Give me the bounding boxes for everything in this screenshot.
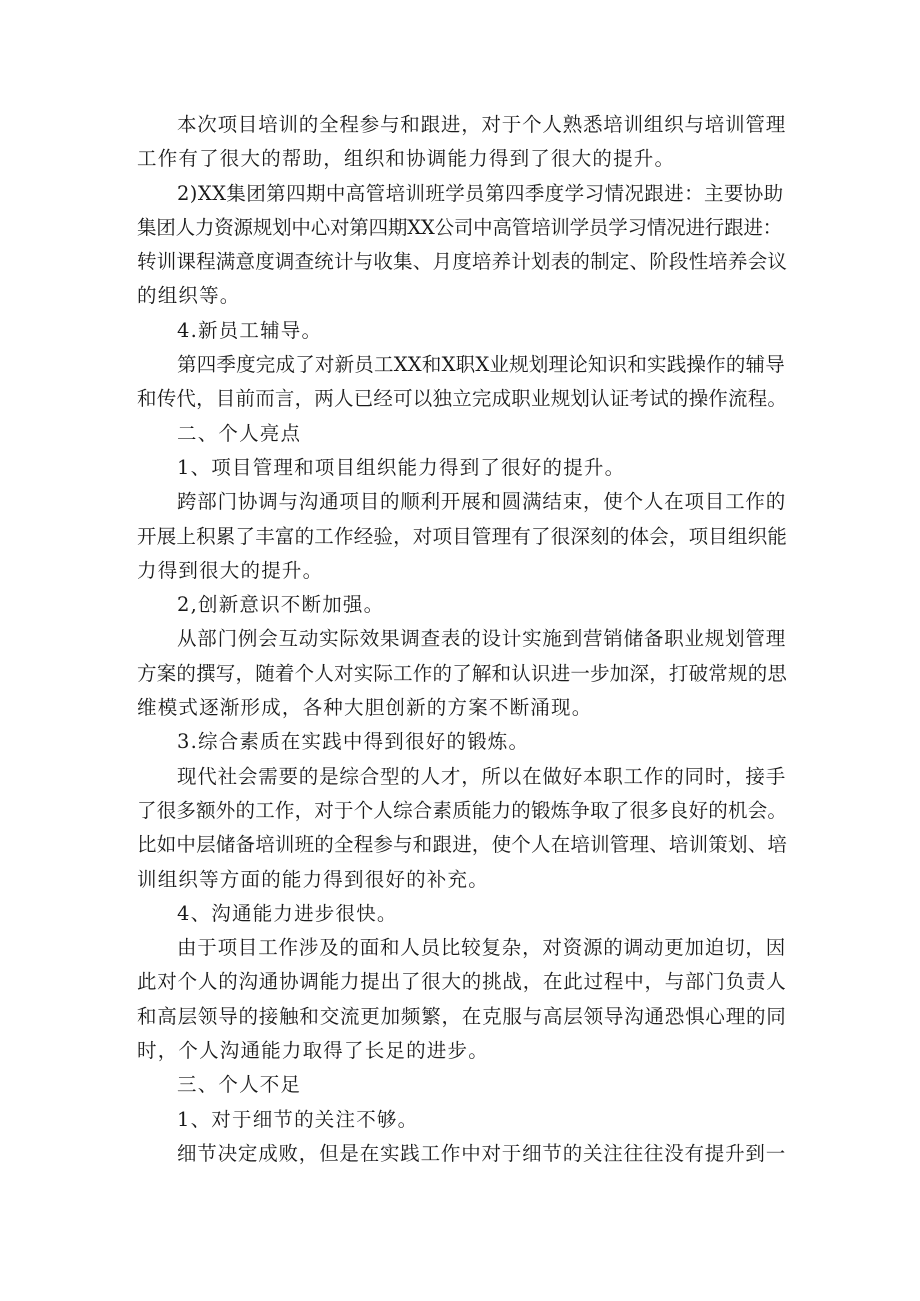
text-line: 方案的撰写，随着个人对实际工作的了解和认识进一步加深，打破常规的思 xyxy=(137,661,788,685)
section-heading: 三、个人不足 xyxy=(177,1073,302,1097)
text-line: 和高层领导的接触和交流更加频繁，在克服与高层领导沟通恐惧心理的同 xyxy=(137,1004,787,1028)
text-line: 第四季度完成了对新员工XX和X职X业规划理论知识和实践操作的辅导 xyxy=(177,353,785,377)
text-line: 集团人力资源规划中心对第四期XX公司中高管培训学员学习情况进行跟进： xyxy=(137,215,782,239)
text-line: 细节决定成败，但是在实践工作中对于细节的关注往往没有提升到一 xyxy=(177,1141,787,1165)
subsection-heading: 3.综合素质在实践中得到很好的锻炼。 xyxy=(177,730,530,754)
text-line: 开展上积累了丰富的工作经验，对项目管理有了很深刻的体会，项目组织能 xyxy=(137,524,788,548)
subsection-heading: 1、项目管理和项目组织能力得到了很好的提升。 xyxy=(177,455,626,479)
text-line: 和传代，目前而言，两人已经可以独立完成职业规划认证考试的操作流程。 xyxy=(137,387,788,411)
text-line: 2)XX集团第四期中高管培训班学员第四季度学习情况跟进：主要协助 xyxy=(177,181,784,205)
section-heading: 二、个人亮点 xyxy=(177,421,302,445)
document-body xyxy=(137,108,787,1171)
text-line: 力得到很大的提升。 xyxy=(137,558,324,582)
text-line: 由于项目工作涉及的面和人员比较复杂，对资源的调动更加迫切，因 xyxy=(177,936,787,960)
text-line: 跨部门协调与沟通项目的顺利开展和圆满结束，使个人在项目工作的 xyxy=(177,490,787,514)
text-line: 维模式逐渐形成，各种大胆创新的方案不断涌现。 xyxy=(137,696,593,720)
section-heading: 4.新员工辅导。 xyxy=(177,318,323,342)
text-line: 现代社会需要的是综合型的人才，所以在做好本职工作的同时，接手 xyxy=(177,764,787,788)
text-line: 的组织等。 xyxy=(137,284,241,308)
text-line: 了很多额外的工作，对于个人综合素质能力的锻炼争取了很多良好的机会。 xyxy=(137,798,788,822)
text-line: 本次项目培训的全程参与和跟进，对于个人熟悉培训组织与培训管理 xyxy=(177,113,787,136)
text-line: 从部门例会互动实际效果调查表的设计实施到营销储备职业规划管理 xyxy=(177,627,787,651)
text-line: 时，个人沟通能力取得了长足的进步。 xyxy=(137,1039,489,1063)
subsection-heading: 2,创新意识不断加强。 xyxy=(177,593,385,617)
text-line: 训组织等方面的能力得到很好的补充。 xyxy=(137,867,489,891)
text-line: 转训课程满意度调查统计与收集、月度培养计划表的制定、阶段性培养会议 xyxy=(137,250,788,274)
text-line: 此对个人的沟通协调能力提出了很大的挑战，在此过程中，与部门负责人 xyxy=(137,970,787,994)
text-line: 比如中层储备培训班的全程参与和跟进，使个人在培训管理、培训策划、培 xyxy=(137,833,788,857)
text-line: 工作有了很大的帮助，组织和协调能力得到了很大的提升。 xyxy=(137,147,676,171)
subsection-heading: 1、对于细节的关注不够。 xyxy=(177,1107,419,1131)
subsection-heading: 4、沟通能力进步很快。 xyxy=(177,901,398,925)
